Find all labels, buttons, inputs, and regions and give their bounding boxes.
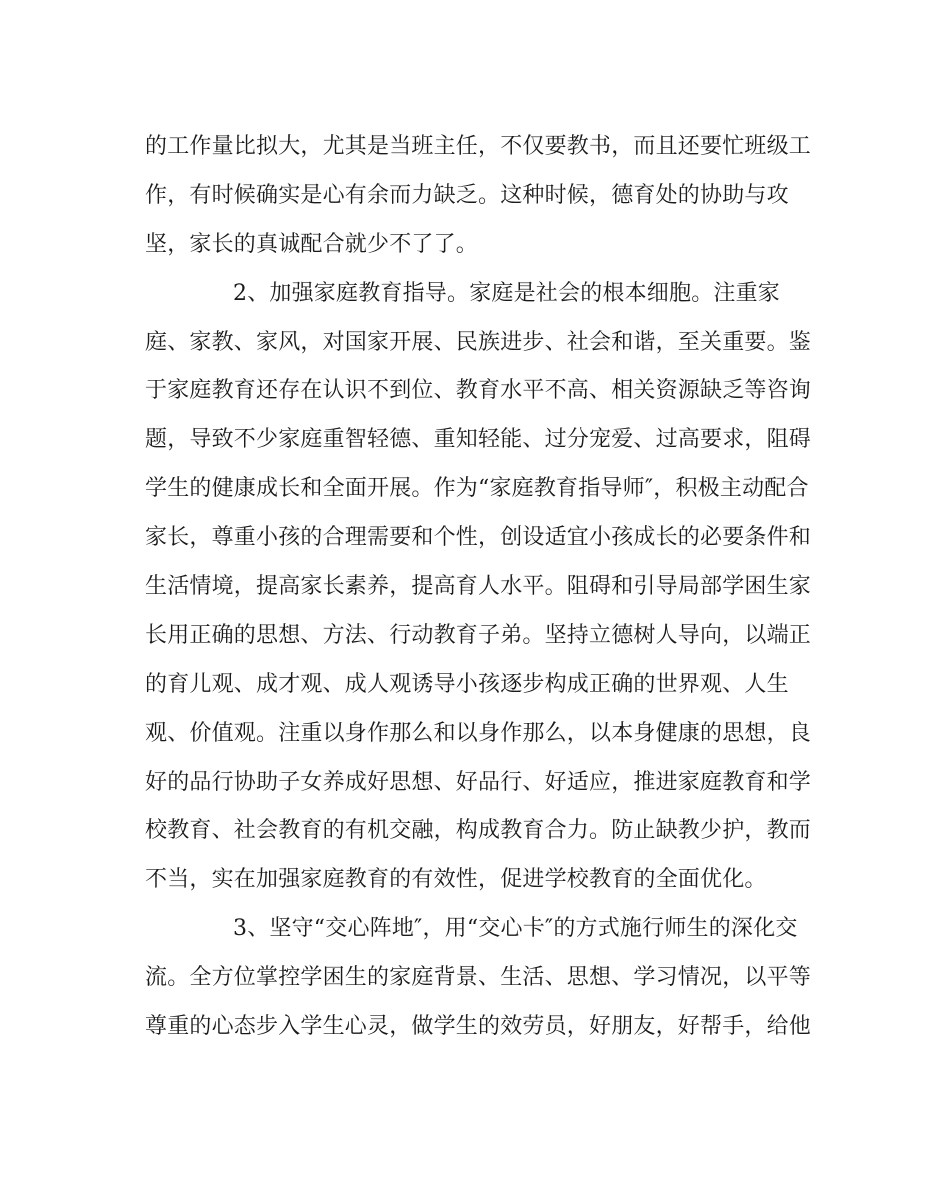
text-line: 作，有时候确实是心有余而力缺乏。这种时候，德育处的协助与攻 [145,182,789,208]
text-line: 学生的健康成长和全面开展。作为“家庭教育指导师″，积极主动配合 [145,476,809,502]
text-line: 不当，实在加强家庭教育的有效性，促进学校教育的全面优化。 [145,867,767,893]
text-line: 好的品行协助子女养成好思想、好品行、好适应，推进家庭教育和学 [145,769,812,795]
text-line: 题，导致不少家庭重智轻德、重知轻能、过分宠爱、过高要求，阻碍 [145,427,812,453]
text-line: 尊重的心态步入学生心灵，做学生的效劳员，好朋友，好帮手，给他 [145,1014,812,1040]
text-line: 生活情境，提高家长素养，提高育人水平。阻碍和引导局部学困生家 [145,574,812,600]
text-line: 校教育、社会教育的有机交融，构成教育合力。防止缺教少护，教而 [145,818,812,844]
text-line: 长用正确的思想、方法、行动教育子弟。坚持立德树人导向，以端正 [145,622,812,648]
text-line: 庭、家教、家风，对国家开展、民族进步、社会和谐，至关重要。鉴 [145,329,812,355]
paragraph-start-line: 2、加强家庭教育指导。家庭是社会的根本细胞。注重家 [233,280,780,306]
text-line: 流。全方位掌控学困生的家庭背景、生活、思想、学习情况，以平等 [145,965,812,991]
text-line: 坚，家长的真诚配合就少不了了。 [145,231,479,257]
text-line: 家长，尊重小孩的合理需要和个性，创设适宜小孩成长的必要条件和 [145,525,812,551]
text-line: 于家庭教育还存在认识不到位、教育水平不高、相关资源缺乏等咨询 [145,378,812,404]
body-text [145,123,825,1052]
paragraph-start-line: 3、坚守“交心阵地″，用“交心卡″的方式施行师生的深化交 [233,916,798,942]
text-line: 的工作量比拟大，尤其是当班主任，不仅要教书，而且还要忙班级工 [145,134,812,159]
text-line: 观、价值观。注重以身作那么和以身作那么，以本身健康的思想，良 [145,720,812,746]
text-line: 的育儿观、成才观、成人观诱导小孩逐步构成正确的世界观、人生 [145,671,789,697]
